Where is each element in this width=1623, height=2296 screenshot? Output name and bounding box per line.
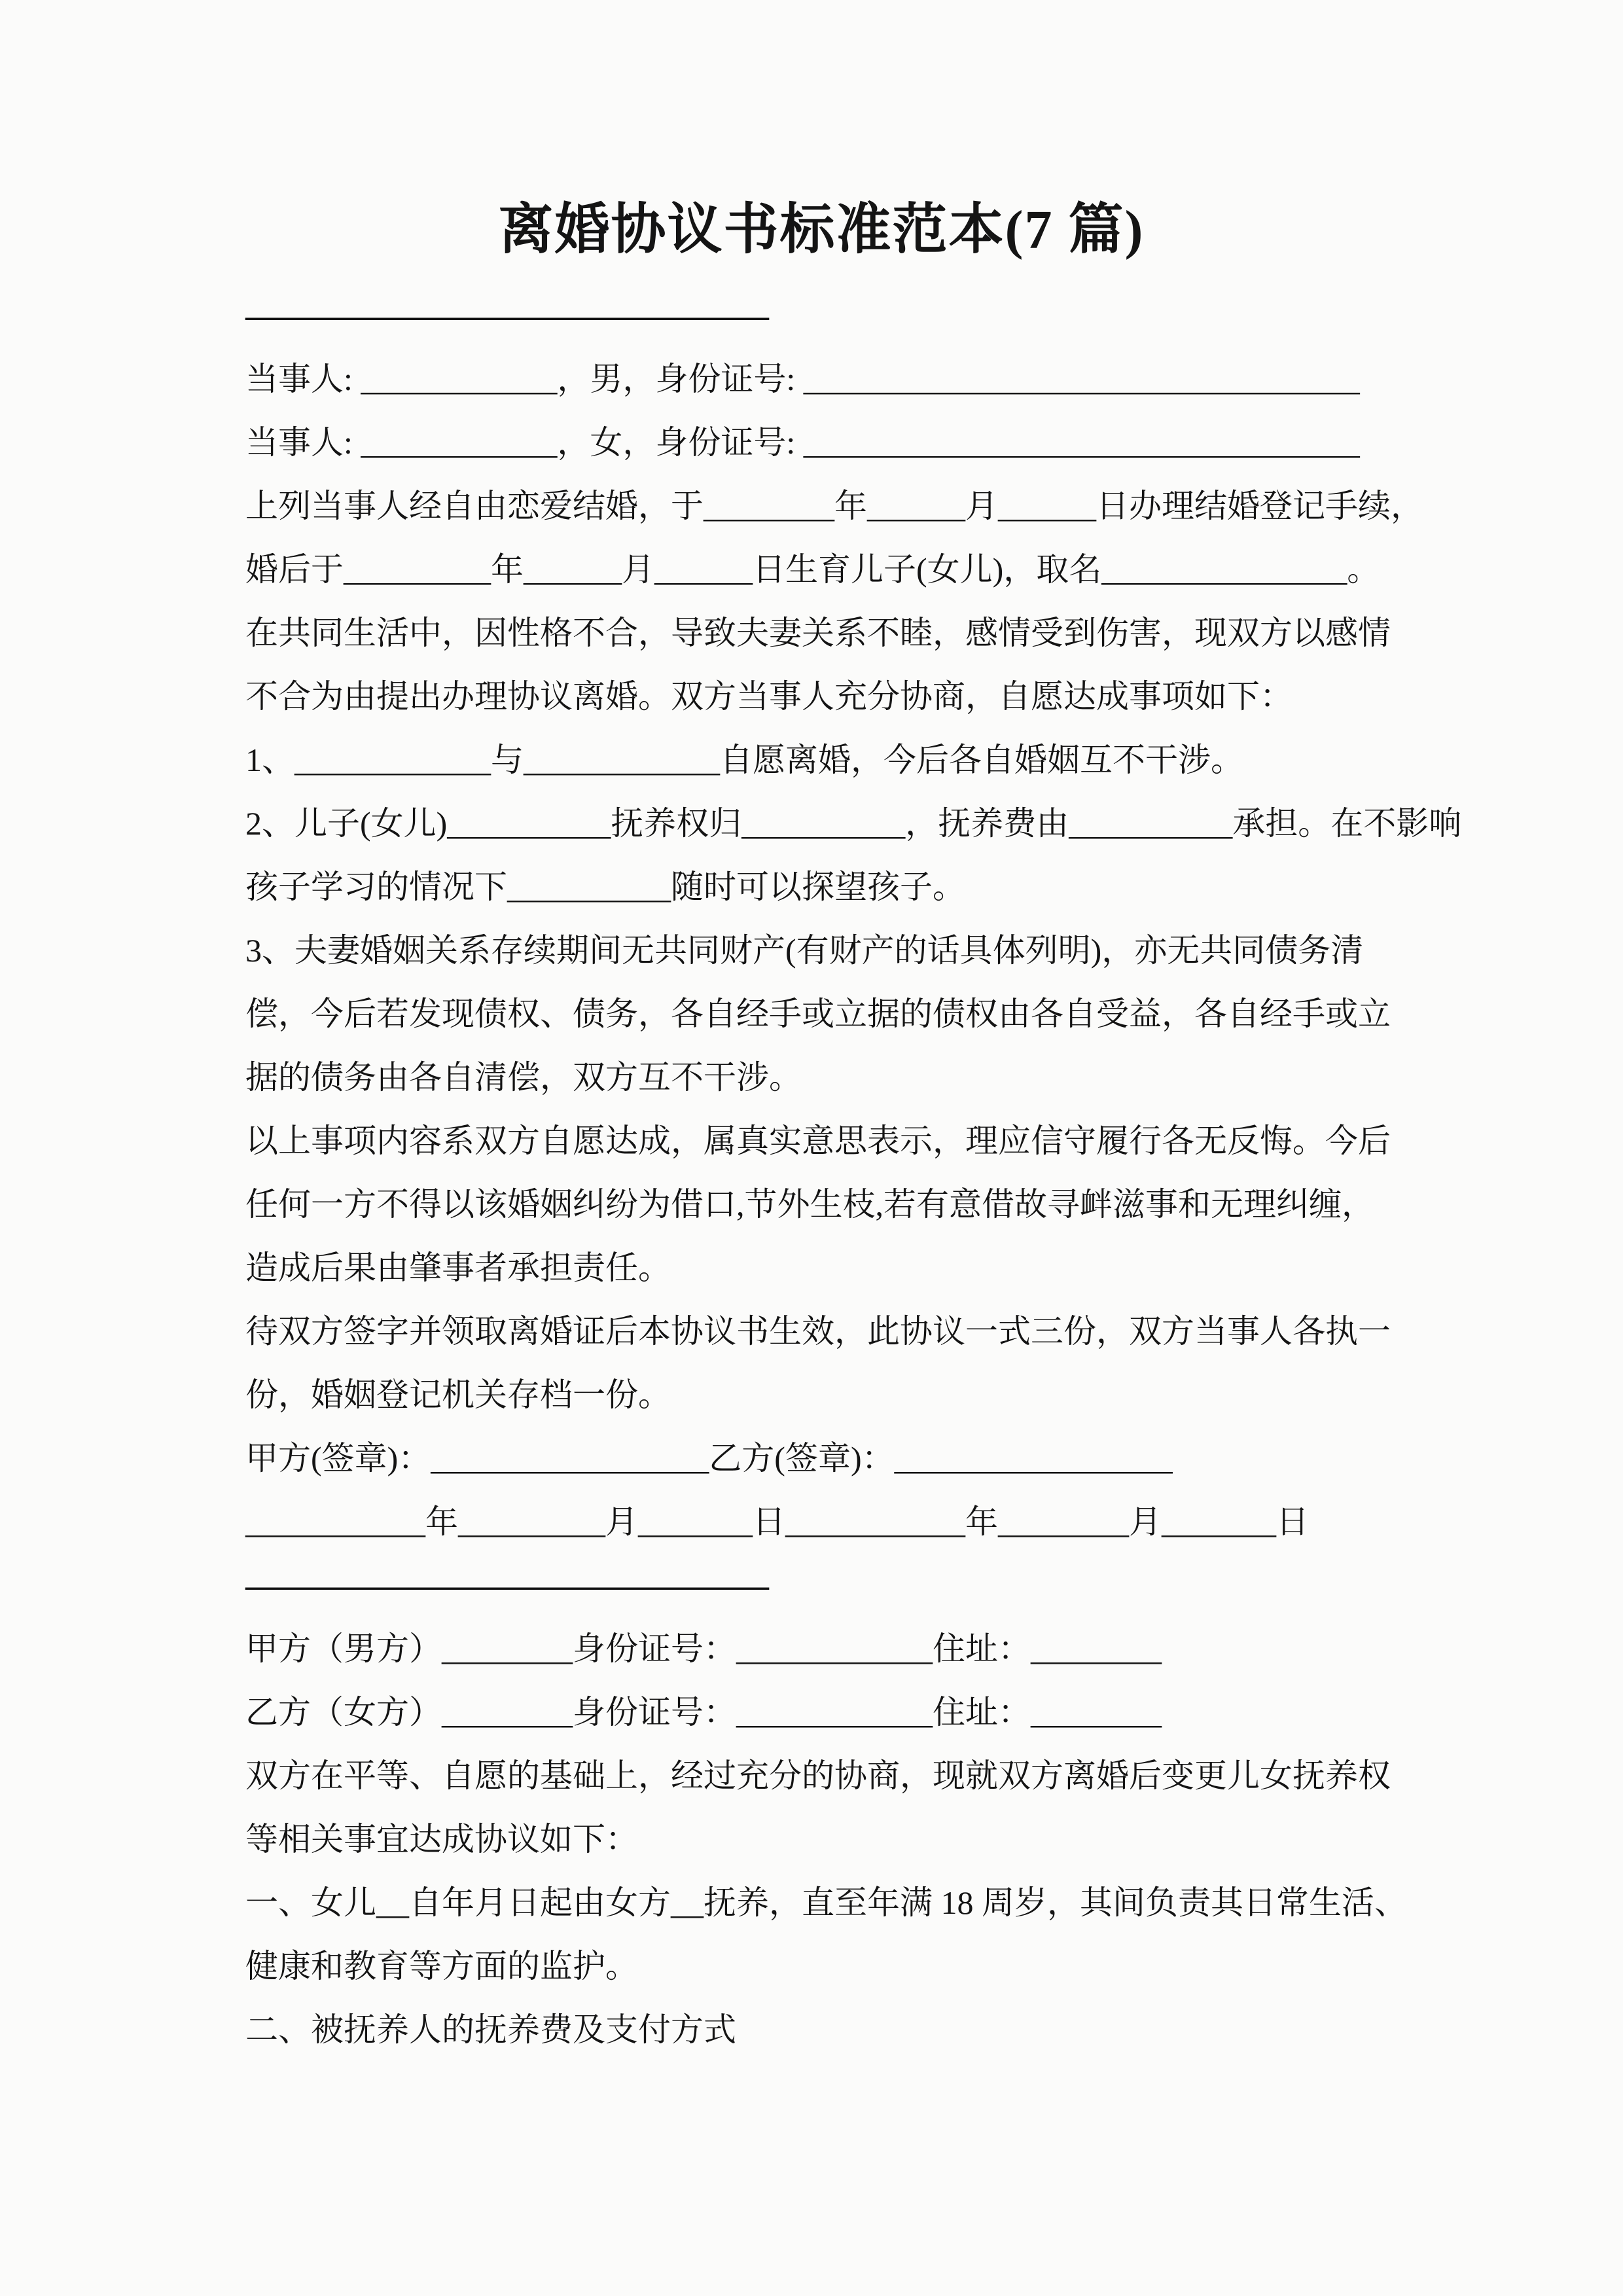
effectiveness-line-1: 待双方签字并领取离婚证后本协议书生效，此协议一式三份，双方当事人各执一 — [245, 1313, 1391, 1350]
signature-line: 甲方(签章)：_________________乙方(签章)：_________________ — [245, 1440, 1173, 1477]
item-1-daughter-custody: 一、女儿__自年月日起由女方__抚养，直至年满 18 周岁，其间负责其日常生活、 — [245, 1884, 1407, 1921]
item-2-support-heading: 二、被抚养人的抚养费及支付方式 — [245, 2011, 736, 2048]
item-2-custody: 2、儿子(女儿)__________抚养权归__________，抚养费由__________承担。在不影响 — [245, 805, 1462, 842]
marriage-registration-line: 上列当事人经自由恋爱结婚，于________年______月______日办理结婚登记手续， — [245, 488, 1423, 524]
separator-line-2: ———————————————— — [245, 1567, 769, 1604]
agreement-statement-line-3: 造成后果由肇事者承担责任。 — [245, 1249, 671, 1286]
child-birth-line: 婚后于_________年______月______日生育儿子(女儿)，取名_______________。 — [245, 551, 1380, 588]
date-line: ___________年_________月_______日___________年________月_______日 — [245, 1503, 1309, 1540]
document-title: 离婚协议书标准范本(7 篇) — [498, 200, 1145, 260]
party-line-female: 当事人: ____________，女，身份证号: __________________________________ — [245, 424, 1360, 461]
item-2-custody-cont: 孩子学习的情况下__________随时可以探望孩子。 — [245, 869, 965, 905]
divorce-reason-line-2: 不合为由提出办理协议离婚。双方当事人充分协商，自愿达成事项如下： — [245, 678, 1293, 715]
divorce-reason-line-1: 在共同生活中，因性格不合，导致夫妻关系不睦，感情受到伤害，现双方以感情 — [245, 615, 1391, 651]
agreement-statement-line-2: 任何一方不得以该婚姻纠纷为借口,节外生枝,若有意借故寻衅滋事和无理纠缠， — [245, 1186, 1374, 1223]
item-1-voluntary-divorce: 1、____________与____________自愿离婚，今后各自婚姻互不干涉。 — [245, 742, 1243, 778]
party-a-info-line: 甲方（男方）________身份证号：____________住址：________ — [245, 1630, 1162, 1667]
custody-change-intro-line-2: 等相关事宜达成协议如下： — [245, 1821, 638, 1857]
item-3-property-end: 据的债务由各自清偿，双方互不干涉。 — [245, 1059, 802, 1096]
custody-change-intro-line-1: 双方在平等、自愿的基础上，经过充分的协商，现就双方离婚后变更儿女抚养权 — [245, 1757, 1391, 1794]
item-1-daughter-custody-cont: 健康和教育等方面的监护。 — [245, 1948, 638, 1984]
separator-line: ———————————————— — [245, 297, 769, 334]
item-3-property-cont: 偿，今后若发现债权、债务，各自经手或立据的债权由各自受益，各自经手或立 — [245, 996, 1391, 1032]
agreement-statement-line-1: 以上事项内容系双方自愿达成，属真实意思表示，理应信守履行各无反悔。今后 — [245, 1122, 1391, 1159]
item-3-property: 3、夫妻婚姻关系存续期间无共同财产(有财产的话具体列明)，亦无共同债务清 — [245, 932, 1364, 969]
party-b-info-line: 乙方（女方）________身份证号：____________住址：________ — [245, 1694, 1162, 1731]
effectiveness-line-2: 份，婚姻登记机关存档一份。 — [245, 1376, 671, 1413]
party-line-male: 当事人: ____________，男，身份证号: __________________________________ — [245, 361, 1360, 397]
